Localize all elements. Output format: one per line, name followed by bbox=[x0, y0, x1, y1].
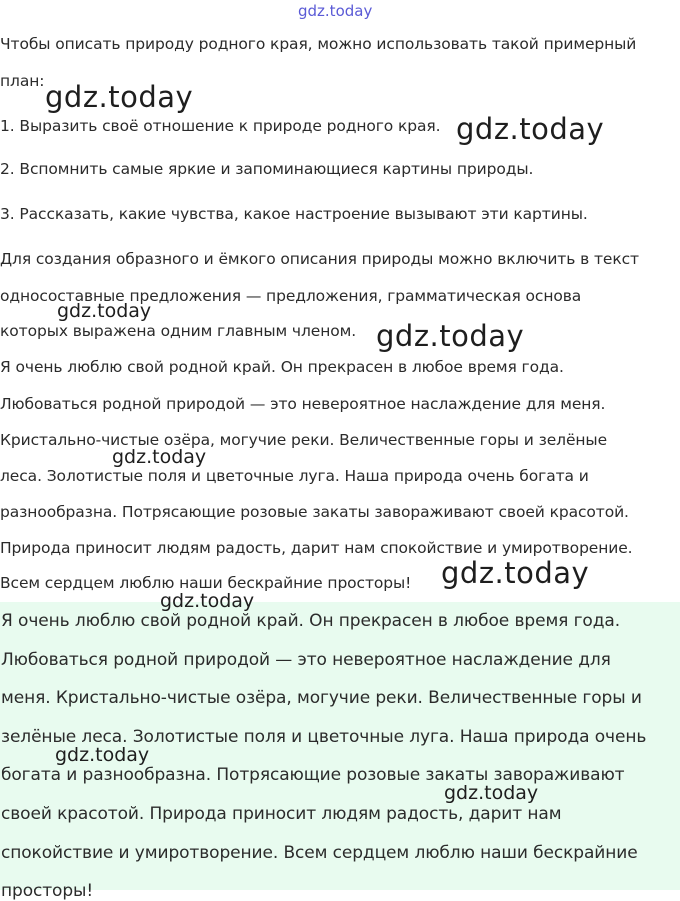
essay-line: Всем сердцем люблю наши бескрайние просторы! bbox=[0, 574, 412, 592]
answer-line: просторы! bbox=[1, 881, 94, 901]
plan-item: 3. Рассказать, какие чувства, какое настроение вызывают эти картины. bbox=[0, 205, 588, 223]
answer-line: своей красотой. Природа приносит людям радость, дарит нам bbox=[1, 804, 562, 824]
answer-line: спокойствие и умиротворение. Всем сердцем люблю наши бескрайние bbox=[1, 843, 638, 863]
essay-line: Кристально-чистые озёра, могучие реки. Величественные горы и зелёные bbox=[0, 431, 608, 449]
essay-line: леса. Золотистые поля и цветочные луга. Наша природа очень богата и bbox=[0, 467, 589, 485]
answer-line: меня. Кристально-чистые озёра, могучие реки. Величественные горы и bbox=[1, 688, 642, 708]
essay-line: Любоваться родной природой — это невероятное наслаждение для меня. bbox=[0, 395, 606, 413]
essay-line: разнообразна. Потрясающие розовые закаты завораживают своей красотой. bbox=[0, 503, 629, 521]
answer-line: Любоваться родной природой — это невероятное наслаждение для bbox=[1, 650, 611, 670]
plan-item: 2. Вспомнить самые яркие и запоминающиеся картины природы. bbox=[0, 160, 534, 178]
watermark: gdz.today bbox=[55, 744, 150, 766]
watermark: gdz.today bbox=[441, 556, 590, 590]
watermark: gdz.today bbox=[376, 319, 525, 353]
tip-line: Для создания образного и ёмкого описания природы можно включить в текст bbox=[0, 250, 639, 268]
intro-line: Чтобы описать природу родного края, можно использовать такой примерный bbox=[0, 35, 637, 53]
watermark: gdz.today bbox=[57, 300, 152, 322]
tip-line: односоставные предложения — предложения, грамматическая основа bbox=[0, 287, 582, 305]
essay-line: Природа приносит людям радость, дарит нам спокойствие и умиротворение. bbox=[0, 539, 633, 557]
intro-line: план: bbox=[0, 72, 45, 90]
tip-line: которых выражена одним главным членом. bbox=[0, 322, 357, 340]
essay-line: Я очень люблю свой родной край. Он прекрасен в любое время года. bbox=[0, 358, 564, 376]
answer-line: зелёные леса. Золотистые поля и цветочные луга. Наша природа очень bbox=[1, 727, 647, 747]
answer-line: Я очень люблю свой родной край. Он прекрасен в любое время года. bbox=[1, 611, 621, 631]
watermark: gdz.today bbox=[160, 590, 255, 612]
watermark: gdz.today bbox=[456, 112, 605, 146]
watermark: gdz.today bbox=[45, 80, 194, 114]
watermark: gdz.today bbox=[112, 446, 207, 468]
watermark: gdz.today bbox=[298, 2, 373, 20]
plan-item: 1. Выразить своё отношение к природе родного края. bbox=[0, 117, 441, 135]
watermark: gdz.today bbox=[444, 782, 539, 804]
answer-line: богата и разнообразна. Потрясающие розовые закаты завораживают bbox=[1, 765, 625, 785]
